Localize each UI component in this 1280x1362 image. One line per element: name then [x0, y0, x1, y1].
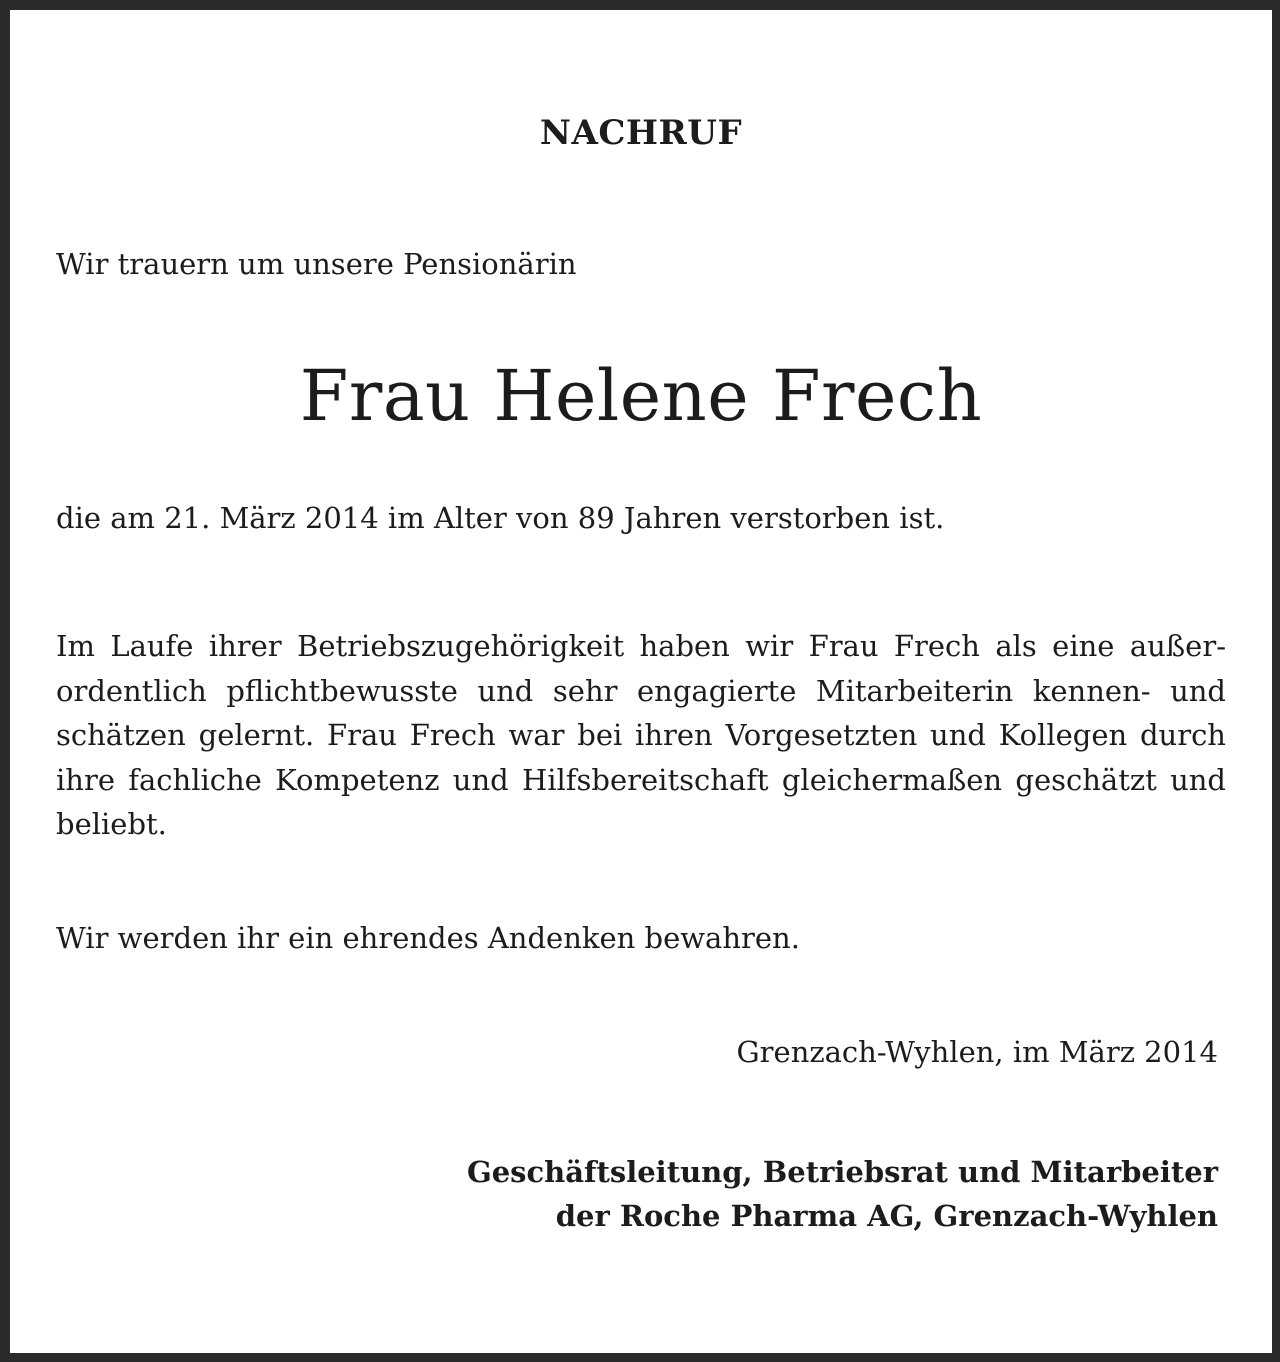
signature-line-1: Geschäftsleitung, Betriebsrat und Mitarbeiter	[466, 1155, 1218, 1189]
notice-heading: NACHRUF	[539, 113, 743, 153]
closing-line: Wir werden ihr ein ehrendes Andenken bewahren.	[56, 921, 800, 955]
death-date-line: die am 21. März 2014 im Alter von 89 Jahren verstorben ist.	[56, 501, 945, 535]
signature-block	[467, 1150, 1218, 1238]
tribute-paragraph: Im Laufe ihrer Betriebszugehörigkeit haben wir Frau Frech als eine außer- ordentlich pflichtbewusste und sehr engagierte Mitarbeiterin kennen- und schätzen gelernt. Frau Frech war bei ihren Vorgesetzten und Kollegen durch ihre fachliche Kompetenz und Hilfsbereitschaft gleichermaßen geschätzt und beliebt.	[56, 629, 1226, 841]
deceased-name: Frau Helene Frech	[299, 355, 983, 437]
intro-line: Wir trauern um unsere Pensionärin	[56, 247, 577, 281]
signature-line-2: der Roche Pharma AG, Grenzach-Wyhlen	[555, 1199, 1218, 1233]
place-date: Grenzach-Wyhlen, im März 2014	[736, 1035, 1218, 1069]
